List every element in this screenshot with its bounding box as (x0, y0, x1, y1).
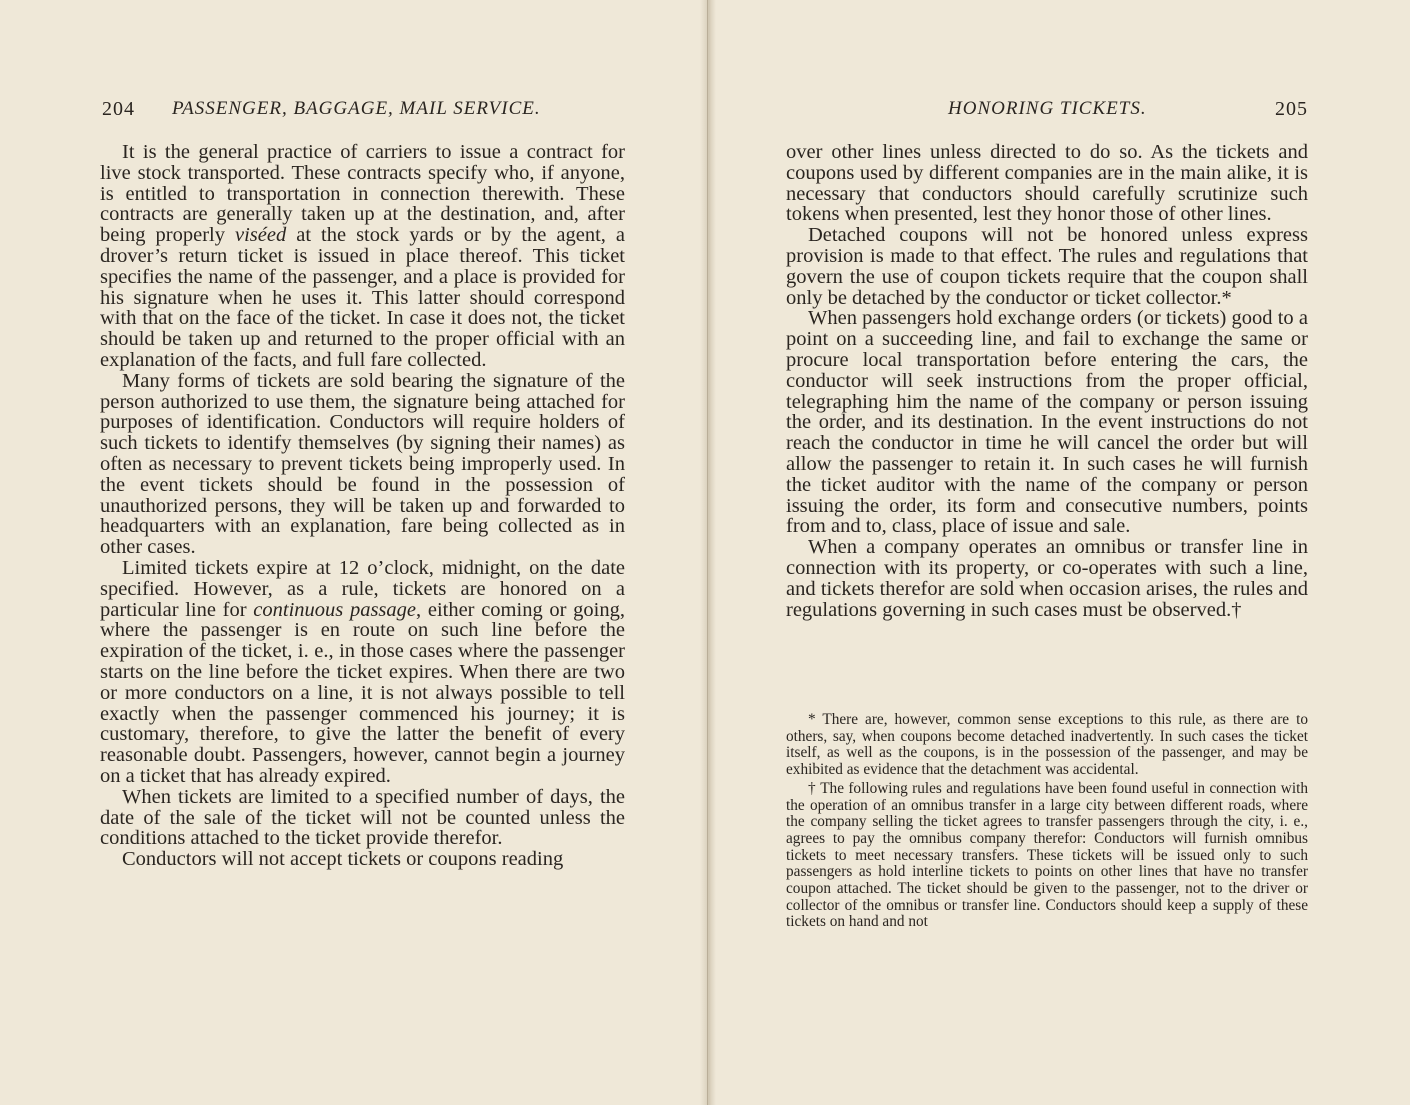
paragraph: Conductors will not accept tickets or coupons reading (122, 848, 564, 871)
book-gutter (700, 0, 716, 1105)
right-page (786, 0, 1308, 1105)
paragraph: When tickets are limited to a specified number of days, the date of the sale of the ticket will not be counted unless the conditions attached to the ticket provide therefor. (100, 785, 625, 850)
paragraph-text: Limited tickets expire at 12 o’clock, midnight, on the date specified. However, as a rule, tickets are honored on a particular line for (100, 556, 625, 621)
paragraph-text: It is the general practice of carriers to issue a contract for live stock transported. These contracts specify who, if anyone, is entitled to transportation in connection therewith. These contracts are generally taken up at the destination, and, after being properly (100, 141, 625, 247)
paragraph (100, 142, 625, 371)
paragraph: over other lines unless directed to do so. As the tickets and coupons used by different companies are in the main alike, it is necessary that conductors should carefully scrutinize such tokens when presented, lest they honor those of other lines. (786, 141, 1308, 226)
running-head-title: HONORING TICKETS. (948, 98, 1147, 119)
right-body-text (786, 142, 1308, 620)
left-page (100, 0, 625, 1105)
paragraph-emphasis: viséed (235, 224, 287, 247)
paragraph-text: at the stock yards or by the agent, a drover’s return ticket is issued in place thereof. This ticket specifies the name of the passenger, and a place is provided for his signature when he uses it. This latter should correspond with that on the face of the ticket. In case it does not, the ticket should be taken up and returned to the proper official with an explanation of the facts, and full fare collected. (100, 224, 625, 371)
running-head-title: PASSENGER, BAGGAGE, MAIL SERVICE. (172, 98, 541, 119)
page-number: 205 (1275, 98, 1308, 120)
footnotes (786, 712, 1308, 933)
paragraph: When a company operates an omnibus or transfer line in connection with its property, or co-operates with such a line, and tickets therefor are sold when occasion arises, the rules and regulations governing in such cases must be observed.† (786, 536, 1308, 621)
paragraph-emphasis: continuous passage (253, 598, 417, 621)
page-number: 204 (102, 98, 135, 120)
gutter-fold (707, 0, 708, 1105)
paragraph (100, 558, 625, 787)
right-running-head (786, 98, 1308, 122)
paragraph: Detached coupons will not be honored unless express provision is made to that effect. The rules and regulations that govern the use of coupon tickets require that the coupon shall only be detached by the conductor or ticket collector.* (786, 224, 1308, 309)
footnote: * There are, however, common sense exceptions to this rule, as there are to others, say, when coupons become detached inadvertently. In such cases the ticket itself, as well as the coupons, is in the possession of the passenger, and may be exhibited as evidence that the detachment was accidental. (786, 711, 1308, 779)
paragraph: Many forms of tickets are sold bearing the signature of the person authorized to use them, the signature being attached for purposes of identification. Conductors will require holders of such tickets to identify themselves (by signing their names) as often as necessary to prevent tickets being improperly used. In the event tickets should be found in the possession of unauthorized persons, they will be taken up and forwarded to headquarters with an explanation, fare being collected as in other cases. (100, 369, 625, 559)
left-running-head (100, 98, 625, 122)
footnote: † The following rules and regulations have been found useful in connection with the operation of an omnibus transfer in a large city between different roads, where the company selling the ticket agrees to transfer passengers through the city, i. e., agrees to pay the omnibus company therefor: Conductors will furnish omnibus tickets to meet necessary transfers. These tickets will be issued only to such passengers as hold interline tickets to points on other lines that have no transfer coupon attached. The ticket should be given to the passenger, not to the driver or collector of the omnibus or transfer line. Conductors should keep a supply of these tickets on hand and not (786, 779, 1308, 931)
paragraph: When passengers hold exchange orders (or tickets) good to a point on a succeeding line, and fail to exchange the same or procure local transportation before entering the cars, the conductor will seek instructions from the proper official, telegraphing him the name of the company or person issuing the order, and its destination. In the event instructions do not reach the conductor in time he will cancel the order but will allow the passenger to retain it. In such cases he will furnish the ticket auditor with the name of the company or person issuing the order, its form and consecutive numbers, points from and to, class, place of issue and sale. (786, 307, 1308, 538)
paragraph-text: , either coming or going, where the passenger is en route on such line before the expiration of the ticket, i. e., in those cases where the passenger starts on the line before the ticket expires. When there are two or more conductors on a line, it is not always possible to tell exactly when the passenger commenced his journey; it is customary, therefore, to give the latter the benefit of every reasonable doubt. Passengers, however, cannot begin a journey on a ticket that has already expired. (100, 598, 625, 787)
left-body-text (100, 142, 625, 870)
